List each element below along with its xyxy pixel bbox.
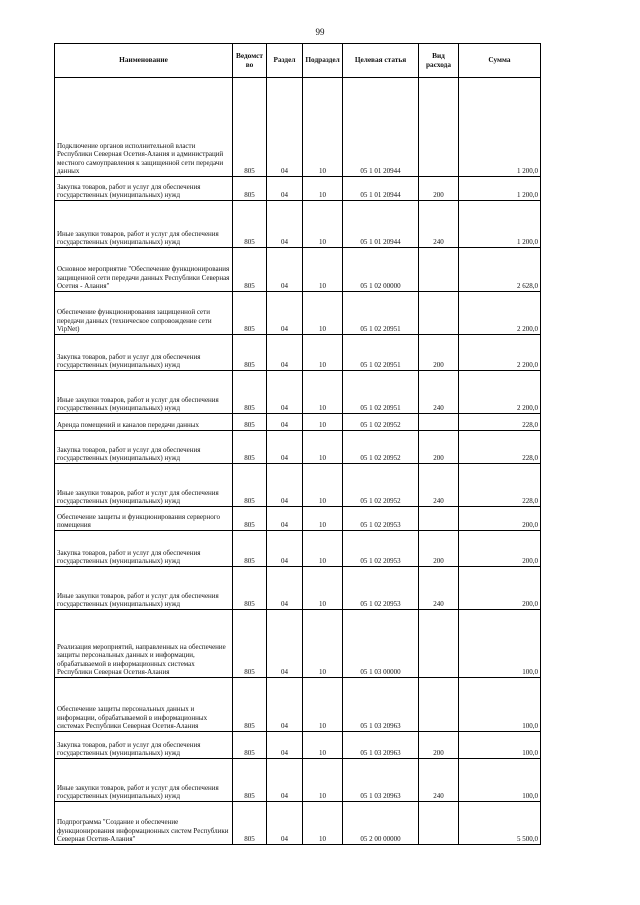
cell-vid [419, 292, 459, 335]
cell-article: 05 1 03 00000 [343, 610, 419, 678]
table-row [55, 678, 541, 732]
cell-ved: 805 [233, 292, 267, 335]
cell-razdel: 04 [267, 567, 303, 610]
cell-ved: 805 [233, 464, 267, 507]
cell-ved: 805 [233, 678, 267, 732]
cell-podrazdel: 10 [303, 371, 343, 414]
cell-ved: 805 [233, 414, 267, 431]
cell-razdel: 04 [267, 531, 303, 567]
col-header-vedomstvo: Ведомст во [233, 44, 267, 78]
cell-razdel: 04 [267, 464, 303, 507]
cell-vid [419, 414, 459, 431]
cell-sum: 2 200,0 [459, 371, 541, 414]
table-row [55, 507, 541, 531]
cell-podrazdel: 10 [303, 732, 343, 759]
cell-name: Реализация мероприятий, направленных на обеспечение защиты персональных данных и информации, обрабатываемой в информационных системах Республики Северная Осетия-Алания [55, 610, 233, 678]
cell-name: Закупка товаров, работ и услуг для обеспечения государственных (муниципальных) нужд [55, 177, 233, 201]
cell-ved: 805 [233, 335, 267, 371]
cell-article: 05 1 02 20952 [343, 431, 419, 464]
table-row [55, 335, 541, 371]
cell-podrazdel: 10 [303, 802, 343, 845]
cell-vid: 200 [419, 335, 459, 371]
table-row [55, 292, 541, 335]
col-header-vid: Вид расхода [419, 44, 459, 78]
cell-podrazdel: 10 [303, 414, 343, 431]
cell-razdel: 04 [267, 177, 303, 201]
cell-vid [419, 248, 459, 292]
col-header-podrazdel: Подраздел [303, 44, 343, 78]
cell-ved: 805 [233, 507, 267, 531]
cell-sum: 1 200,0 [459, 201, 541, 248]
cell-name: Обеспечение защиты и функционирования серверного помещения [55, 507, 233, 531]
cell-name: Иные закупки товаров, работ и услуг для обеспечения государственных (муниципальных) нужд [55, 567, 233, 610]
cell-razdel: 04 [267, 248, 303, 292]
cell-podrazdel: 10 [303, 292, 343, 335]
cell-podrazdel: 10 [303, 678, 343, 732]
col-header-name: Наименование [55, 44, 233, 78]
table-row [55, 802, 541, 845]
cell-podrazdel: 10 [303, 507, 343, 531]
cell-podrazdel: 10 [303, 610, 343, 678]
cell-ved: 805 [233, 201, 267, 248]
cell-name: Подключение органов исполнительной власти Республики Северная Осетия-Алания и администраций местного самоуправления к защищенной сети передачи данных [55, 78, 233, 177]
cell-name: Иные закупки товаров, работ и услуг для обеспечения государственных (муниципальных) нужд [55, 201, 233, 248]
cell-name: Обеспечение защиты персональных данных и информации, обрабатываемой в информационных системах Республики Северная Осетия-Алания [55, 678, 233, 732]
cell-razdel: 04 [267, 78, 303, 177]
cell-name: Закупка товаров, работ и услуг для обеспечения государственных (муниципальных) нужд [55, 732, 233, 759]
cell-ved: 805 [233, 732, 267, 759]
cell-ved: 805 [233, 802, 267, 845]
cell-article: 05 1 02 20951 [343, 335, 419, 371]
cell-name: Аренда помещений и каналов передачи данных [55, 414, 233, 431]
cell-podrazdel: 10 [303, 201, 343, 248]
cell-article: 05 1 02 20952 [343, 464, 419, 507]
cell-razdel: 04 [267, 802, 303, 845]
cell-podrazdel: 10 [303, 567, 343, 610]
table-row [55, 464, 541, 507]
table-row [55, 248, 541, 292]
cell-razdel: 04 [267, 335, 303, 371]
cell-article: 05 1 02 00000 [343, 248, 419, 292]
cell-vid [419, 507, 459, 531]
cell-article: 05 1 03 20963 [343, 732, 419, 759]
cell-article: 05 1 02 20951 [343, 371, 419, 414]
cell-sum: 228,0 [459, 414, 541, 431]
cell-razdel: 04 [267, 507, 303, 531]
cell-ved: 805 [233, 531, 267, 567]
cell-razdel: 04 [267, 371, 303, 414]
cell-vid: 240 [419, 371, 459, 414]
cell-sum: 200,0 [459, 531, 541, 567]
cell-razdel: 04 [267, 732, 303, 759]
table-body [55, 78, 541, 845]
cell-razdel: 04 [267, 610, 303, 678]
cell-vid: 200 [419, 732, 459, 759]
header-row [55, 44, 541, 78]
col-header-sum: Сумма [459, 44, 541, 78]
cell-article: 05 1 03 20963 [343, 759, 419, 802]
cell-sum: 100,0 [459, 732, 541, 759]
col-header-razdel: Раздел [267, 44, 303, 78]
cell-podrazdel: 10 [303, 531, 343, 567]
cell-name: Иные закупки товаров, работ и услуг для обеспечения государственных (муниципальных) нужд [55, 759, 233, 802]
cell-article: 05 1 01 20944 [343, 177, 419, 201]
cell-sum: 1 200,0 [459, 177, 541, 201]
cell-podrazdel: 10 [303, 464, 343, 507]
cell-razdel: 04 [267, 678, 303, 732]
cell-sum: 100,0 [459, 610, 541, 678]
cell-sum: 2 200,0 [459, 292, 541, 335]
cell-sum: 1 200,0 [459, 78, 541, 177]
cell-vid [419, 802, 459, 845]
cell-ved: 805 [233, 759, 267, 802]
table-row [55, 414, 541, 431]
cell-sum: 2 200,0 [459, 335, 541, 371]
cell-vid: 240 [419, 567, 459, 610]
cell-article: 05 1 02 20952 [343, 414, 419, 431]
cell-sum: 228,0 [459, 464, 541, 507]
cell-name: Основное мероприятие "Обеспечение функционирования защищенной сети передачи данных Республики Северная Осетия - Алания" [55, 248, 233, 292]
cell-name: Иные закупки товаров, работ и услуг для обеспечения государственных (муниципальных) нужд [55, 371, 233, 414]
cell-podrazdel: 10 [303, 335, 343, 371]
cell-ved: 805 [233, 610, 267, 678]
table-row [55, 371, 541, 414]
cell-name: Закупка товаров, работ и услуг для обеспечения государственных (муниципальных) нужд [55, 531, 233, 567]
budget-table [54, 43, 541, 845]
cell-article: 05 1 02 20953 [343, 531, 419, 567]
cell-vid [419, 678, 459, 732]
cell-ved: 805 [233, 78, 267, 177]
table-row [55, 759, 541, 802]
table-row [55, 177, 541, 201]
cell-podrazdel: 10 [303, 248, 343, 292]
cell-razdel: 04 [267, 201, 303, 248]
cell-razdel: 04 [267, 431, 303, 464]
cell-ved: 805 [233, 177, 267, 201]
page-number: 99 [315, 27, 325, 37]
table-row [55, 610, 541, 678]
cell-vid: 200 [419, 431, 459, 464]
table-row [55, 201, 541, 248]
cell-vid: 240 [419, 201, 459, 248]
cell-article: 05 1 01 20944 [343, 78, 419, 177]
cell-name: Закупка товаров, работ и услуг для обеспечения государственных (муниципальных) нужд [55, 431, 233, 464]
cell-name: Закупка товаров, работ и услуг для обеспечения государственных (муниципальных) нужд [55, 335, 233, 371]
cell-article: 05 1 02 20953 [343, 567, 419, 610]
cell-podrazdel: 10 [303, 177, 343, 201]
cell-vid: 200 [419, 531, 459, 567]
cell-sum: 100,0 [459, 759, 541, 802]
col-header-article: Целевая статья [343, 44, 419, 78]
table-row [55, 531, 541, 567]
cell-vid: 240 [419, 759, 459, 802]
cell-sum: 5 500,0 [459, 802, 541, 845]
cell-name: Обеспечение функционирования защищенной сети передачи данных (техническое сопровождение сети VipNet) [55, 292, 233, 335]
cell-ved: 805 [233, 567, 267, 610]
cell-ved: 805 [233, 371, 267, 414]
cell-razdel: 04 [267, 759, 303, 802]
cell-article: 05 2 00 00000 [343, 802, 419, 845]
cell-ved: 805 [233, 248, 267, 292]
table-row [55, 431, 541, 464]
cell-podrazdel: 10 [303, 78, 343, 177]
cell-vid [419, 78, 459, 177]
cell-vid: 200 [419, 177, 459, 201]
table-row [55, 567, 541, 610]
cell-podrazdel: 10 [303, 759, 343, 802]
cell-article: 05 1 03 20963 [343, 678, 419, 732]
table-row [55, 732, 541, 759]
cell-article: 05 1 01 20944 [343, 201, 419, 248]
cell-sum: 2 628,0 [459, 248, 541, 292]
cell-sum: 228,0 [459, 431, 541, 464]
cell-article: 05 1 02 20951 [343, 292, 419, 335]
cell-name: Иные закупки товаров, работ и услуг для обеспечения государственных (муниципальных) нужд [55, 464, 233, 507]
table-row [55, 78, 541, 177]
cell-sum: 100,0 [459, 678, 541, 732]
cell-sum: 200,0 [459, 567, 541, 610]
cell-ved: 805 [233, 431, 267, 464]
cell-razdel: 04 [267, 414, 303, 431]
cell-razdel: 04 [267, 292, 303, 335]
cell-article: 05 1 02 20953 [343, 507, 419, 531]
cell-vid: 240 [419, 464, 459, 507]
cell-sum: 200,0 [459, 507, 541, 531]
cell-vid [419, 610, 459, 678]
cell-podrazdel: 10 [303, 431, 343, 464]
cell-name: Подпрограмма "Создание и обеспечение функционирования информационных систем Республики Северная Осетия-Алания" [55, 802, 233, 845]
